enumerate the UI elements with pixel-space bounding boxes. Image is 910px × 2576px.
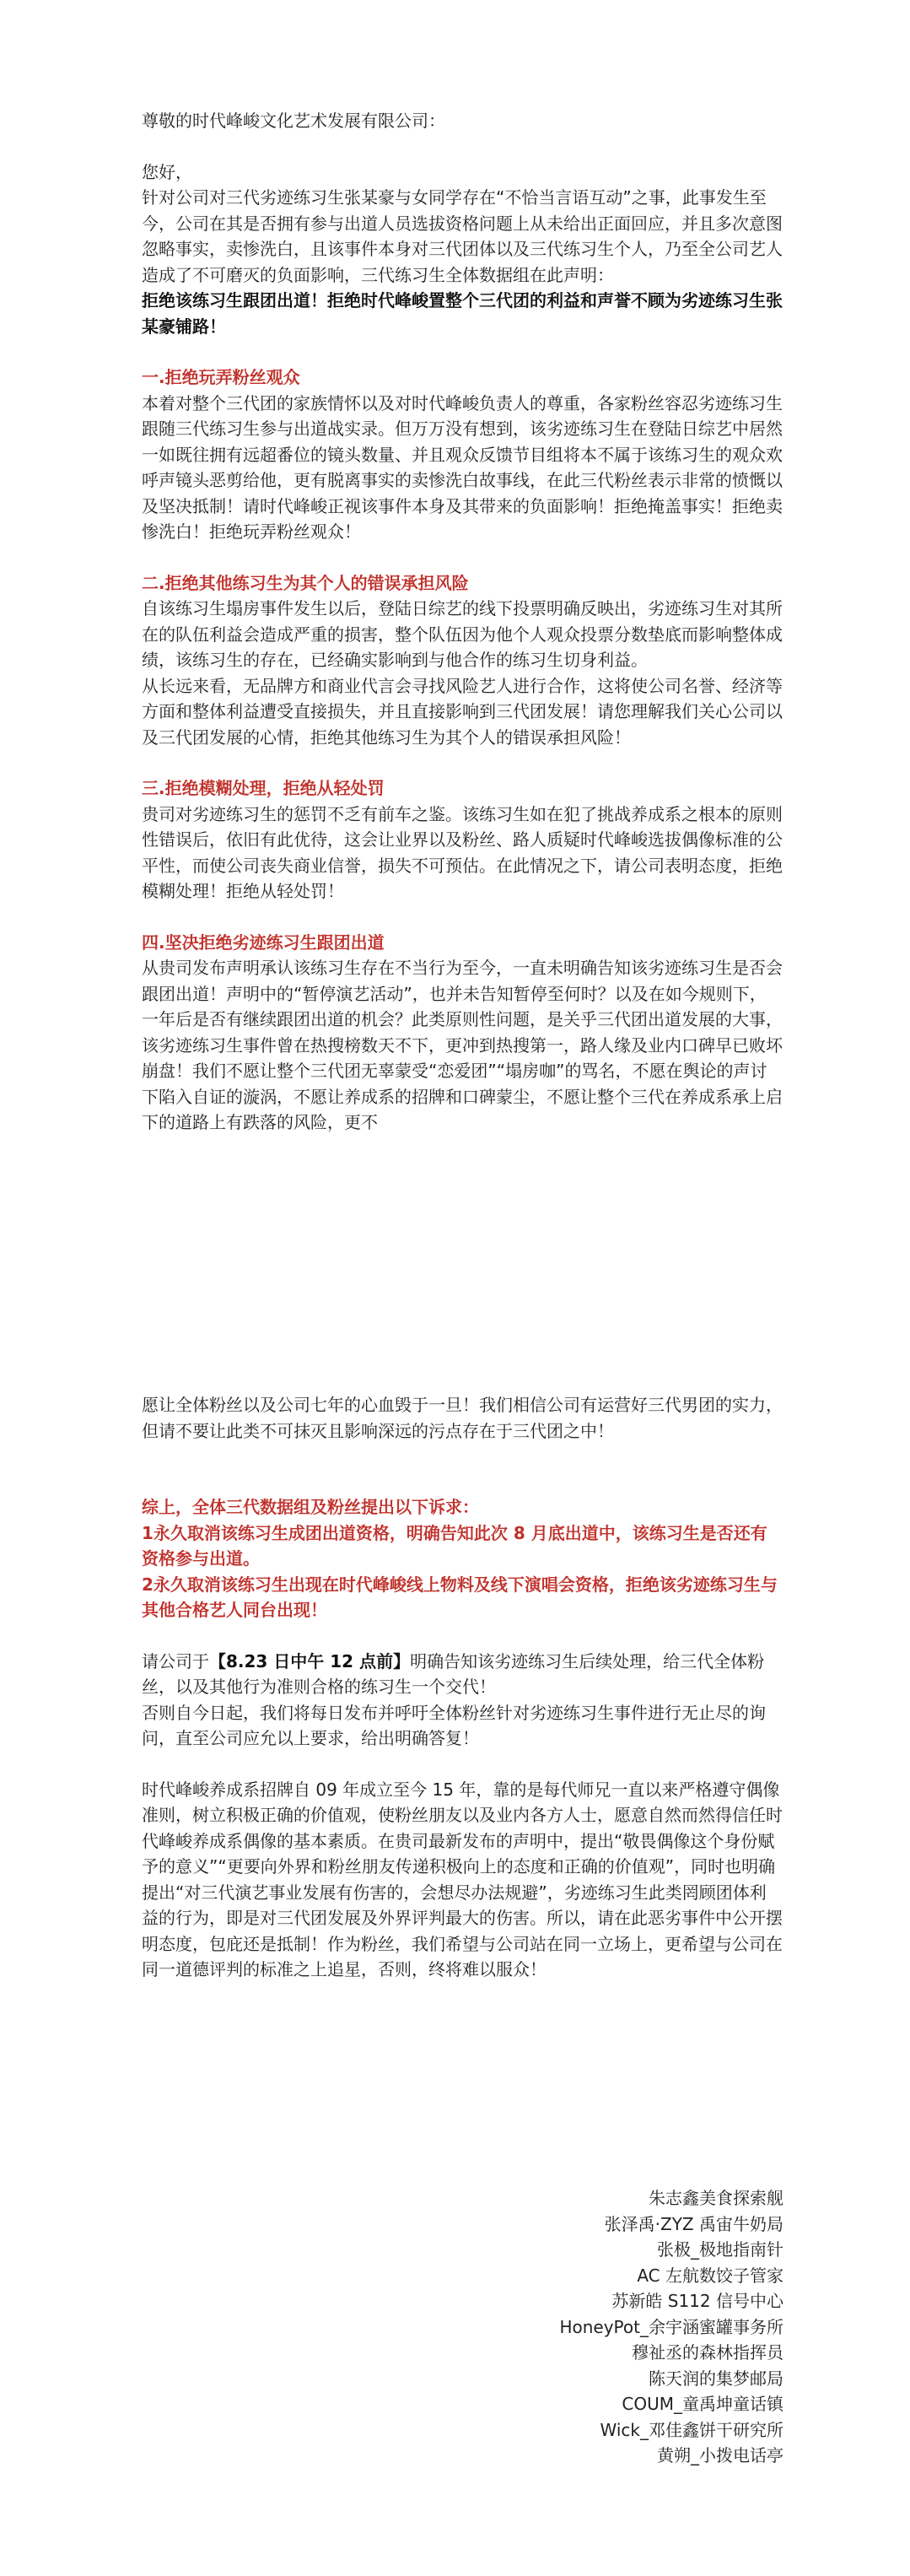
section-1-title: 一.拒绝玩弄粉丝观众 — [142, 367, 300, 387]
signature: 张泽禹·ZYZ 禹宙牛奶局 — [604, 2213, 783, 2234]
section-2-body-1: 自该练习生塌房事件发生以后，登陆日综艺的线下投票明确反映出，劣迹练习生对其所在的队伍利益会造成严重的损害，整个队伍因为他个人观众投票分数垫底而影响整体成绩，该练习生的存在，已经确实影响到与他合作的练习生切身利益。 — [142, 598, 783, 670]
signature: 张极_极地指南针 — [657, 2239, 783, 2260]
continuation-paragraph: 愿让全体粉丝以及公司七年的心血毁于一旦！我们相信公司有运营好三代男团的实力，但请不要让此类不可抹灭且影响深远的污点存在于三代团之中！ — [142, 1395, 783, 1441]
letter-part-2 — [142, 1392, 783, 1983]
deadline-date: 【8.23 日中午 12 点前】 — [209, 1650, 411, 1671]
intro-paragraph: 针对公司对三代劣迹练习生张某豪与女同学存在“不恰当言语互动”之事，此事发生至今，公司在其是否拥有参与出道人员选拔资格问题上从未给出正面回应，并且多次意图忽略事实，卖惨洗白，且该事件本身对三代团体以及三代练习生个人，乃至全公司艺人造成了不可磨灭的负面影响，三代练习生全体数据组在此声明： — [142, 187, 783, 285]
section-4-body: 从贵司发布声明承认该练习生存在不当行为至今，一直未明确告知该劣迹练习生是否会跟团出道！声明中的“暂停演艺活动”，也并未告知暂停至何时？以及在如今规则下，一年后是否有继续跟团出道的机会？此类原则性问题，是关乎三代团出道发展的大事，该劣迹练习生事件曾在热搜榜数天不下，更冲到热搜第一，路人缘及业内口碑早已败坏崩盘！我们不愿让整个三代团无辜蒙受“恋爱团”“塌房咖”的骂名，不愿在舆论的声讨下陷入自证的漩涡，不愿让养成系的招牌和口碑蒙尘，不愿让整个三代在养成系承上启下的道路上有跌落的风险，更不 — [142, 958, 783, 1132]
demand-1: 1永久取消该练习生成团出道资格，明确告知此次 8 月底出道中，该练习生是否还有资格参与出道。 — [142, 1522, 767, 1569]
letter-part-1 — [142, 108, 783, 1136]
section-4-title: 四.坚决拒绝劣迹练习生跟团出道 — [142, 932, 385, 953]
signature: 穆祉丞的森林指挥员 — [632, 2342, 783, 2363]
section-3-title: 三.拒绝模糊处理，拒绝从轻处罚 — [142, 778, 385, 798]
section-2-body-2: 从长远来看，无品牌方和商业代言会寻找风险艺人进行合作，这将使公司名誉、经济等方面和整体利益遭受直接损失，并且直接影响到三代团发展！请您理解我们关心公司以及三代团发展的心情，拒绝其他练习生为其个人的错误承担风险！ — [142, 675, 783, 748]
signature: COUM_童禹坤童话镇 — [622, 2394, 783, 2414]
deadline-paragraph — [142, 1649, 783, 1700]
section-3-body: 贵司对劣迹练习生的惩罚不乏有前车之鉴。该练习生如在犯了挑战养成系之根本的原则性错误后，依旧有此优待，这会让业界以及粉丝、路人质疑时代峰峻选拔偶像标准的公平性，而使公司丧失商业信誉，损失不可预估。在此情况之下，请公司表明态度，拒绝模糊处理！拒绝从轻处罚！ — [142, 803, 783, 901]
signature: 陈天润的集梦邮局 — [649, 2368, 783, 2389]
demand-2: 2永久取消该练习生出现在时代峰峻线上物料及线下演唱会资格，拒绝该劣迹练习生与其他合格艺人同台出现！ — [142, 1574, 778, 1620]
deadline-suffix: 明确告知该劣迹练习生后续处理，给三代全体粉丝，以及其他行为准则合格的练习生一个交代！ — [142, 1650, 765, 1697]
warning-paragraph: 否则自今日起，我们将每日发布并呼吁全体粉丝针对劣迹练习生事件进行无止尽的询问，直至公司应允以上要求，给出明确答复！ — [142, 1702, 766, 1748]
greeting: 您好， — [142, 161, 192, 182]
salutation: 尊敬的时代峰峻文化艺术发展有限公司： — [142, 111, 445, 131]
signature: 苏新皓 S112 信号中心 — [611, 2291, 783, 2311]
demands-title: 综上，全体三代数据组及粉丝提出以下诉求： — [142, 1497, 479, 1517]
slogan: 拒绝该练习生跟团出道！拒绝时代峰峻置整个三代团的利益和声誉不顾为劣迹练习生张某豪铺路！ — [142, 290, 783, 337]
signature-list — [429, 2185, 783, 2469]
deadline-prefix: 请公司于 — [142, 1650, 209, 1671]
signature: HoneyPot_余宇涵蜜罐事务所 — [559, 2316, 783, 2337]
signature: 朱志鑫美食探索舰 — [649, 2188, 783, 2208]
closing-paragraph: 时代峰峻养成系招牌自 09 年成立至今 15 年，靠的是每代师兄一直以来严格遵守偶像准则，树立积极正确的价值观，使粉丝朋友以及业内各方人士，愿意自然而然得信任时代峰峻养成系偶像的基本素质。在贵司最新发布的声明中，提出“敬畏偶像这个身份赋予的意义”“更要向外界和粉丝朋友传递积极向上的态度和正确的价值观”，同时也明确提出“对三代演艺事业发展有伤害的，会想尽办法规避”，劣迹练习生此类罔顾团体利益的行为，即是对三代团发展及外界评判最大的伤害。所以，请在此恶劣事件中公开摆明态度，包庇还是抵制！作为粉丝，我们希望与公司站在同一立场上，更希望与公司在同一道德评判的标准之上追星，否则，终将难以服众！ — [142, 1779, 783, 1979]
signature: Wick_邓佳鑫饼干研究所 — [600, 2419, 783, 2440]
signature: 黄朔_小拨电话亭 — [657, 2445, 783, 2465]
section-1-body: 本着对整个三代团的家族情怀以及对时代峰峻负责人的尊重，各家粉丝容忍劣迹练习生跟随三代练习生参与出道战实录。但万万没有想到，该劣迹练习生在登陆日综艺中居然一如既往拥有远超番位的镜头数量、并且观众反馈节目组将本不属于该练习生的观众欢呼声镜头恶剪给他，更有脱离事实的卖惨洗白故事线，在此三代粉丝表示非常的愤慨以及坚决抵制！请时代峰峻正视该事件本身及其带来的负面影响！拒绝掩盖事实！拒绝卖惨洗白！拒绝玩弄粉丝观众！ — [142, 392, 783, 542]
signature: AC 左航数饺子管家 — [637, 2265, 783, 2286]
section-2-title: 二.拒绝其他练习生为其个人的错误承担风险 — [142, 572, 469, 593]
